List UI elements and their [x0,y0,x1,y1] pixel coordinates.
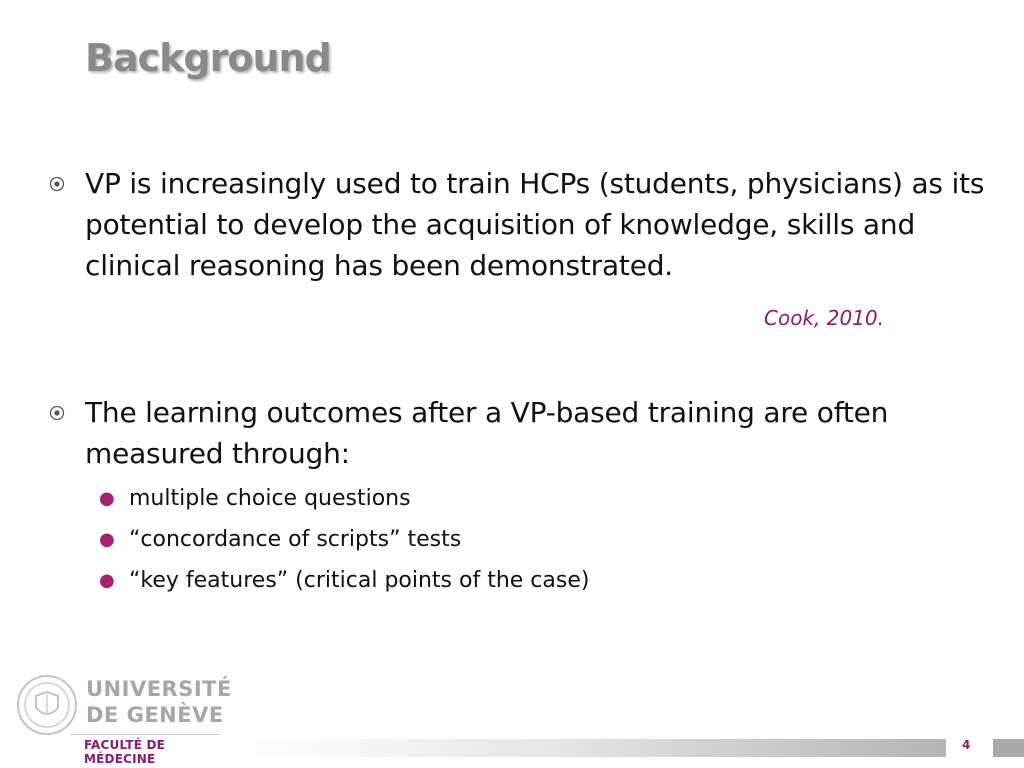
dot-icon: ● [99,488,115,509]
sub-list [99,478,989,601]
bullet-text: VP is increasingly used to train HCPs (students, physicians) as its potential to develop the acquisition of knowledge, skills and clinical reasoning has been demonstrated. [85,167,985,282]
bullet-text: The learning outcomes after a VP-based training are often measured through: [85,396,889,470]
dot-icon: ● [99,570,115,591]
list-item [99,478,989,519]
sub-item-text: “concordance of scripts” tests [129,527,462,552]
bullet-item [49,163,989,286]
university-name [86,676,232,728]
university-name-line1: UNIVERSITÉ [86,677,232,701]
slide-title: Background [85,36,331,80]
list-item [99,560,989,601]
bullet-item [49,392,989,601]
faculty-divider [70,734,220,735]
page-number: 4 [962,738,971,752]
sub-item-text: “key features” (critical points of the case) [129,568,590,593]
target-icon [49,392,85,425]
university-logo [14,672,232,766]
dot-icon: ● [99,529,115,550]
faculty-name: FACULTÉ DE MÉDECINE [84,738,166,766]
university-seal-icon [16,674,78,740]
list-item [99,519,989,560]
footer-bar-end [993,739,1024,757]
sub-item-text: multiple choice questions [129,486,411,511]
target-icon [49,163,85,196]
citation: Cook, 2010. [764,306,884,330]
university-name-line2: DE GENÈVE [86,703,224,727]
footer-bar [236,739,946,757]
